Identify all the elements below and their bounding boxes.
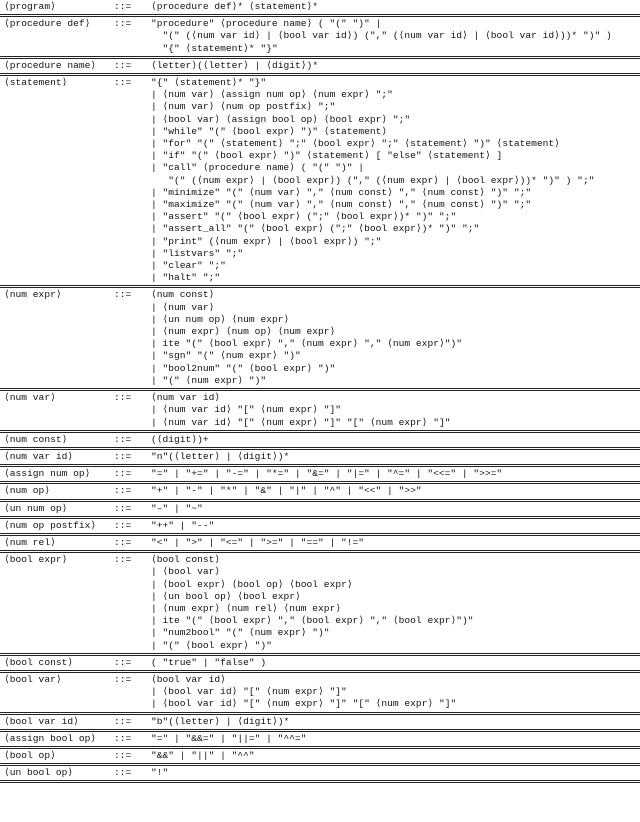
rule-assign-symbol: ::= [114,1,132,12]
production-line: | "maximize" "(" ⟨num var⟩ "," ⟨num const⟩ "," ⟨num const⟩ ")" ";" [151,199,532,211]
rule-nonterminal: ⟨num op postfix⟩ [4,519,97,531]
grammar-rule [0,766,640,783]
production-line: | ⟨un bool op⟩ ⟨bool expr⟩ [151,590,301,602]
production-line: "+" | "-" | "*" | "&" | "|" | "^" | "<<" | ">>" [151,485,422,497]
rule-nonterminal: ⟨num var id⟩ [4,450,74,462]
rule-productions [151,733,640,745]
grammar-rule [0,76,640,288]
production-line: "{" ⟨statement⟩* "}" [151,42,278,54]
rule-assign-symbol: ::= [114,749,132,761]
rule-assign-symbol: ::= [114,673,132,685]
rule-productions [151,520,640,532]
production-line: "=" | "&&=" | "||=" | "^^=" [151,732,307,744]
rule-nonterminal: ⟨procedure name⟩ [4,59,97,71]
grammar-rule [0,715,640,732]
grammar-rule [0,536,640,553]
rule-assign-symbol: ::= [114,715,132,727]
production-line: "(" (⟨num var id⟩ | ⟨bool var id⟩) ("," (⟨num var id⟩ | ⟨bool var id⟩))* ")" ) [151,30,612,42]
grammar-rule [0,467,640,484]
production-line: | ⟨num var id⟩ "[" ⟨num expr⟩ "]" "[" ⟨num expr⟩ "]" [151,416,451,428]
rule-productions [151,554,640,652]
production-line: ⟨bool const⟩ [151,554,221,566]
rule-nonterminal: ⟨bool var⟩ [4,673,62,685]
production-line: | ⟨num var id⟩ "[" ⟨num expr⟩ "]" [151,404,342,416]
production-line: | "(" ⟨bool expr⟩ ")" [151,639,272,651]
production-line: | "num2bool" "(" ⟨num expr⟩ ")" [151,627,330,639]
production-line: | "print" (⟨num expr⟩ | ⟨bool expr⟩) ";" [151,235,382,247]
production-line: ⟨letter⟩(⟨letter⟩ | ⟨digit⟩)* [151,59,319,71]
production-line: | "if" "(" ⟨bool expr⟩ ")" ⟨statement⟩ [ "else" ⟨statement⟩ ] [151,150,503,162]
production-line: | ⟨bool var id⟩ "[" ⟨num expr⟩ "]" [151,686,347,698]
production-line: | "minimize" "(" ⟨num var⟩ "," ⟨num const⟩ "," ⟨num const⟩ ")" ";" [151,186,532,198]
rule-assign-symbol: ::= [114,536,132,548]
grammar-rule [0,59,640,76]
rule-nonterminal: ⟨num var⟩ [4,392,56,404]
production-line: | "listvars" ";" [151,247,244,259]
production-line: "=" | "+=" | "-=" | "*=" | "&=" | "|=" | "^=" | "<<=" | ">>=" [151,468,503,480]
rule-productions [151,716,640,728]
grammar-rule [0,288,640,391]
rule-assign-symbol: ::= [114,77,132,89]
production-line: "–" | "~" [151,502,203,514]
rule-nonterminal: ⟨bool op⟩ [4,749,56,761]
rule-productions [151,289,640,387]
production-line: | "assert_all" "(" ⟨bool expr⟩ (";" ⟨bool expr⟩)* ")" ";" [151,223,480,235]
production-line: | "while" "(" ⟨bool expr⟩ ")" ⟨statement⟩ [151,125,388,137]
production-line: "(" (⟨num expr⟩ | ⟨bool expr⟩) ("," (⟨num expr⟩ | ⟨bool expr⟩))* ")" ) ";" [151,174,595,186]
production-line: | ⟨num var⟩ [151,301,215,313]
rule-productions [151,485,640,497]
grammar-rule [0,0,640,17]
rule-nonterminal: ⟨statement⟩ [4,77,68,89]
rule-productions [151,434,640,446]
grammar-rule [0,673,640,715]
grammar-rule [0,656,640,673]
rule-assign-symbol: ::= [114,468,132,480]
production-line: | "assert" "(" ⟨bool expr⟩ (";" ⟨bool expr⟩)* ")" ";" [151,211,457,223]
production-line: "n"(⟨letter⟩ | ⟨digit⟩)* [151,450,290,462]
production-line: "b"(⟨letter⟩ | ⟨digit⟩)* [151,715,290,727]
production-line: | ⟨num expr⟩ ⟨num rel⟩ ⟨num expr⟩ [151,602,342,614]
rule-nonterminal: ⟨bool const⟩ [4,656,74,668]
production-line: | ⟨num var⟩ ⟨num op postfix⟩ ";" [151,101,336,113]
grammar-rule [0,450,640,467]
grammar-rule [0,749,640,766]
rule-productions [151,674,640,711]
production-line: | ⟨bool var⟩ [151,566,221,578]
rule-nonterminal: ⟨bool var id⟩ [4,715,79,727]
production-line: | ite "(" ⟨bool expr⟩ "," ⟨num expr⟩ "," ⟨num expr⟩")" [151,338,463,350]
rule-productions [151,77,640,284]
production-line: | "call" ⟨procedure name⟩ ( "(" ")" | [151,162,365,174]
production-line: | ⟨bool var⟩ ⟨assign bool op⟩ ⟨bool expr⟩ ";" [151,113,411,125]
production-line: | "clear" ";" [151,260,226,272]
rule-productions [151,392,640,429]
production-line: | "bool2num" "(" ⟨bool expr⟩ ")" [151,362,336,374]
rule-assign-symbol: ::= [114,519,132,531]
rule-assign-symbol: ::= [114,554,132,566]
rule-assign-symbol: ::= [114,502,132,514]
grammar-rule [0,391,640,433]
rule-nonterminal: ⟨num expr⟩ [4,289,62,301]
rule-nonterminal: ⟨bool expr⟩ [4,554,68,566]
rule-nonterminal: ⟨num op⟩ [4,485,51,497]
production-line: "++" | "--" [151,519,215,531]
grammar-rule [0,502,640,519]
rule-assign-symbol: ::= [114,392,132,404]
grammar-rule [0,484,640,501]
production-line: ⟨bool var id⟩ [151,673,226,685]
rule-productions [151,451,640,463]
production-line: ⟨num const⟩ [151,289,215,301]
rule-nonterminal: ⟨assign bool op⟩ [4,732,97,744]
rule-productions [151,503,640,515]
production-line: "!" [151,767,169,779]
rule-productions [151,537,640,549]
production-line: ⟨num var id⟩ [151,392,221,404]
production-line: "<" | ">" | "<=" | ">=" | "==" | "!=" [151,536,365,548]
rule-nonterminal: ⟨procedure def⟩ [4,18,91,30]
rule-productions [151,1,640,13]
rule-productions [151,657,640,669]
production-line: | ⟨num var⟩ ⟨assign num op⟩ ⟨num expr⟩ ";" [151,89,393,101]
production-line: | ⟨un num op⟩ ⟨num expr⟩ [151,313,290,325]
grammar-rule [0,519,640,536]
production-line: "{" ⟨statement⟩* "}" [151,77,267,89]
rule-assign-symbol: ::= [114,732,132,744]
rule-nonterminal: ⟨program⟩ [4,1,56,12]
production-line: | "(" ⟨num expr⟩ ")" [151,374,267,386]
rule-assign-symbol: ::= [114,450,132,462]
production-line: | ⟨bool var id⟩ "[" ⟨num expr⟩ "]" "[" ⟨num expr⟩ "]" [151,698,457,710]
production-line: "&&" | "||" | "^^" [151,749,255,761]
grammar-rule [0,17,640,59]
production-line: "procedure" ⟨procedure name⟩ ( "(" ")" | [151,18,382,30]
grammar-rule [0,433,640,450]
rule-assign-symbol: ::= [114,18,132,30]
rule-assign-symbol: ::= [114,767,132,779]
production-line: | "for" "(" ⟨statement⟩ ";" ⟨bool expr⟩ ";" ⟨statement⟩ ")" ⟨statement⟩ [151,138,560,150]
rule-nonterminal: ⟨assign num op⟩ [4,468,91,480]
rule-nonterminal: ⟨un num op⟩ [4,502,68,514]
rule-productions [151,468,640,480]
rule-nonterminal: ⟨num const⟩ [4,433,68,445]
rule-productions [151,767,640,779]
rule-assign-symbol: ::= [114,59,132,71]
production-line: | ⟨bool expr⟩ ⟨bool op⟩ ⟨bool expr⟩ [151,578,353,590]
rule-productions [151,750,640,762]
production-line: ( "true" | "false" ) [151,656,267,668]
production-line: (⟨digit⟩)+ [151,433,209,445]
rule-productions [151,60,640,72]
production-line: ⟨procedure def⟩* ⟨statement⟩* [151,1,319,12]
rule-nonterminal: ⟨un bool op⟩ [4,767,74,779]
rule-assign-symbol: ::= [114,289,132,301]
rule-assign-symbol: ::= [114,656,132,668]
rule-assign-symbol: ::= [114,485,132,497]
rule-nonterminal: ⟨num rel⟩ [4,536,56,548]
production-line: | ite "(" ⟨bool expr⟩ "," ⟨bool expr⟩ "," ⟨bool expr⟩")" [151,615,474,627]
production-line: | "halt" ";" [151,272,221,284]
rule-assign-symbol: ::= [114,433,132,445]
grammar-rule [0,553,640,656]
production-line: | ⟨num expr⟩ ⟨num op⟩ ⟨num expr⟩ [151,326,336,338]
grammar-rule [0,732,640,749]
production-line: | "sgn" "(" ⟨num expr⟩ ")" [151,350,301,362]
rule-productions [151,18,640,55]
